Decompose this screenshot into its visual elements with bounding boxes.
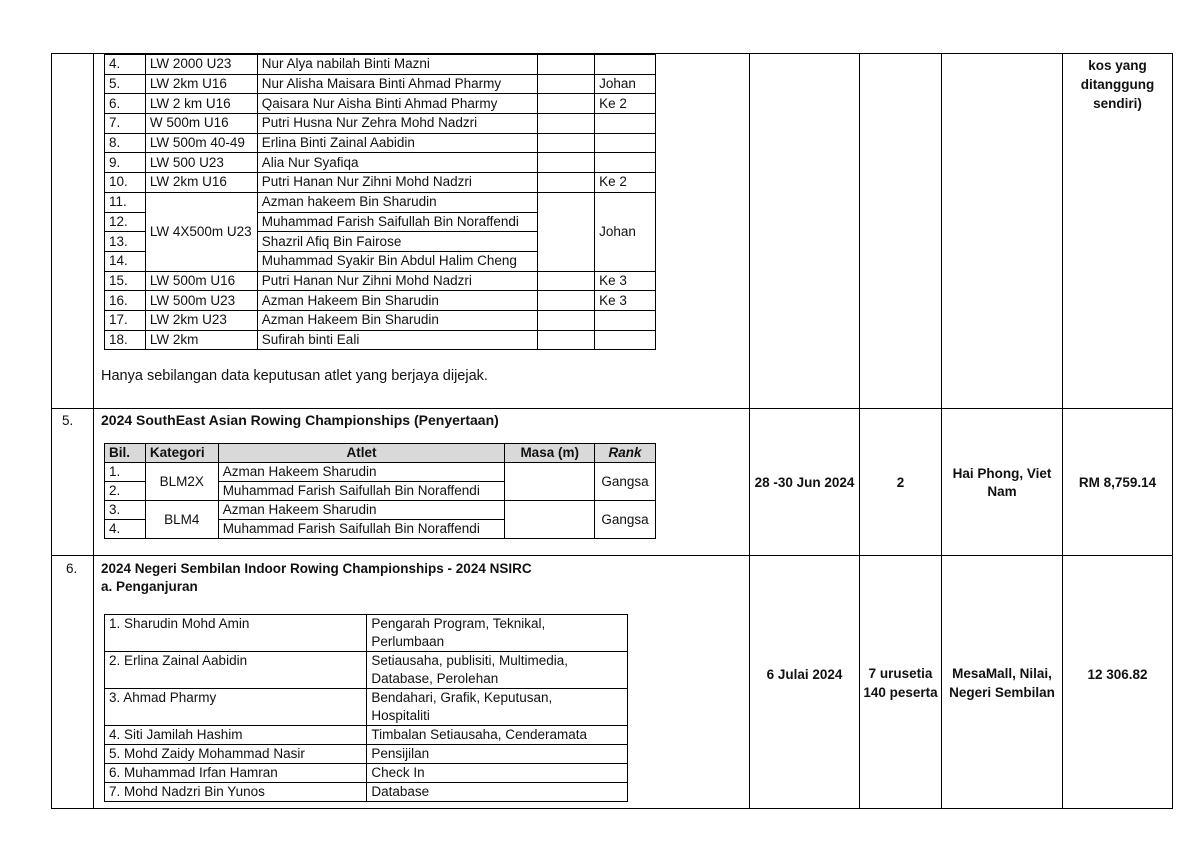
table-row — [105, 192, 656, 212]
table-row — [105, 330, 656, 350]
member-name: 5. Mohd Zaidy Mohammad Nasir — [105, 745, 367, 764]
atlet-cell: Erlina Binti Zainal Aabidin — [257, 133, 537, 153]
kategori-cell: LW 500m U23 — [145, 291, 257, 311]
sea-results-table — [104, 443, 656, 539]
table-row — [105, 291, 656, 311]
section-6-cost: 12 306.82 — [1087, 667, 1148, 682]
rank-cell: Ke 3 — [595, 271, 656, 291]
kategori-cell: LW 2 km U16 — [145, 94, 257, 114]
row-number: 4. — [105, 55, 146, 75]
rank-cell — [595, 330, 656, 350]
kategori-cell: W 500m U16 — [145, 114, 257, 134]
table-row: 1. BLM2X Azman Hakeem Sharudin Gangsa — [105, 463, 656, 482]
table-row — [105, 764, 628, 783]
results-note: Hanya sebilangan data keputusan atlet yang berjaya dijejak. — [101, 368, 488, 384]
kategori-cell: LW 500 U23 — [145, 153, 257, 173]
section-6-count: 7 urusetia 140 peserta — [863, 666, 938, 700]
table-row: 2. Muhammad Farish Saifullah Bin Noraffendi — [105, 482, 656, 501]
kategori-cell: BLM4 — [145, 501, 218, 539]
kategori-cell: LW 500m 40-49 — [145, 133, 257, 153]
atlet-cell: Muhammad Syakir Bin Abdul Halim Cheng — [257, 251, 537, 271]
member-role: Timbalan Setiausaha, Cenderamata — [367, 726, 628, 745]
member-name: 4. Siti Jamilah Hashim — [105, 726, 367, 745]
atlet-cell: Alia Nur Syafiqa — [257, 153, 537, 173]
table-row — [105, 615, 628, 652]
section-6-title: 2024 Negeri Sembilan Indoor Rowing Championships - 2024 NSIRC — [101, 561, 532, 576]
table-row — [105, 55, 656, 75]
row-number-5: 5. — [62, 413, 74, 428]
atlet-cell: Muhammad Farish Saifullah Bin Noraffendi — [257, 212, 537, 232]
rank-cell: Gangsa — [595, 463, 656, 501]
table-row — [105, 745, 628, 764]
section-5-cost: RM 8,759.14 — [1078, 475, 1157, 490]
member-role: Bendahari, Grafik, Keputusan, Hospitaliti — [367, 689, 628, 726]
rank-cell: Ke 3 — [595, 291, 656, 311]
row-number: 16. — [105, 291, 146, 311]
kategori-cell: LW 2km U16 — [145, 74, 257, 94]
section-6-location: MesaMall, Nilai, Negeri Sembilan — [949, 666, 1055, 700]
row-number: 5. — [105, 74, 146, 94]
row-number: 9. — [105, 153, 146, 173]
member-name: 7. Mohd Nadzri Bin Yunos — [105, 783, 367, 802]
member-name: 6. Muhammad Irfan Hamran — [105, 764, 367, 783]
atlet-cell: Qaisara Nur Aisha Binti Ahmad Pharmy — [257, 94, 537, 114]
row-number: 17. — [105, 310, 146, 330]
table-row — [105, 652, 628, 689]
committee-table — [104, 614, 628, 802]
table-row — [105, 783, 628, 802]
member-name: 2. Erlina Zainal Aabidin — [105, 652, 367, 689]
row-number: 13. — [105, 232, 146, 252]
table-row — [105, 689, 628, 726]
row-number: 8. — [105, 133, 146, 153]
table-row — [105, 133, 656, 153]
kategori-cell: LW 500m U16 — [145, 271, 257, 291]
section-5-title: 2024 SouthEast Asian Rowing Championships (Penyertaan) — [101, 412, 499, 428]
row-number: 7. — [105, 114, 146, 134]
table-row — [105, 173, 656, 193]
table-row — [105, 271, 656, 291]
atlet-cell: Sufirah binti Eali — [257, 330, 537, 350]
table-row — [105, 74, 656, 94]
table-row — [105, 94, 656, 114]
member-role: Check In — [367, 764, 628, 783]
member-name: 1. Sharudin Mohd Amin — [105, 615, 367, 652]
kategori-cell: LW 2km — [145, 330, 257, 350]
table-row: 4. Muhammad Farish Saifullah Bin Noraffendi — [105, 520, 656, 539]
table-row: 3. BLM4 Azman Hakeem Sharudin Gangsa — [105, 501, 656, 520]
row-number: 6. — [105, 94, 146, 114]
col-atlet: Atlet — [218, 444, 505, 463]
member-role: Pengarah Program, Teknikal, Perlumbaan — [367, 615, 628, 652]
row-number: 14. — [105, 251, 146, 271]
col-kategori: Kategori — [145, 444, 218, 463]
results-table — [104, 54, 656, 350]
section-5-location: Hai Phong, Viet Nam — [952, 466, 1052, 499]
member-name: 3. Ahmad Pharmy — [105, 689, 367, 726]
kategori-cell: BLM2X — [145, 463, 218, 501]
atlet-cell: Azman hakeem Bin Sharudin — [257, 192, 537, 212]
atlet-cell: Azman Hakeem Bin Sharudin — [257, 310, 537, 330]
rank-cell — [595, 310, 656, 330]
row-number-6: 6. — [66, 561, 78, 576]
row-number: 10. — [105, 173, 146, 193]
row-number: 12. — [105, 212, 146, 232]
table-row — [105, 153, 656, 173]
rank-cell: Gangsa — [595, 501, 656, 539]
kategori-cell: LW 2km U23 — [145, 310, 257, 330]
member-role: Database — [367, 783, 628, 802]
kategori-cell: LW 2000 U23 — [145, 55, 257, 75]
rank-cell — [595, 133, 656, 153]
table-row — [105, 114, 656, 134]
atlet-cell: Azman Hakeem Bin Sharudin — [257, 291, 537, 311]
col-masa: Masa (m) — [505, 444, 595, 463]
section-5-date: 28 -30 Jun 2024 — [754, 475, 855, 490]
rank-cell: Johan — [595, 192, 656, 271]
rank-cell — [595, 153, 656, 173]
row-number: 18. — [105, 330, 146, 350]
atlet-cell: Nur Alisha Maisara Binti Ahmad Pharmy — [257, 74, 537, 94]
col-rank: Rank — [595, 444, 656, 463]
rank-cell — [595, 114, 656, 134]
rank-cell: Johan — [595, 74, 656, 94]
table-row — [105, 726, 628, 745]
rank-cell: Ke 2 — [595, 173, 656, 193]
atlet-cell: Putri Hanan Nur Zihni Mohd Nadzri — [257, 271, 537, 291]
rank-cell: Ke 2 — [595, 94, 656, 114]
atlet-cell: Putri Husna Nur Zehra Mohd Nadzri — [257, 114, 537, 134]
kategori-cell: LW 2km U16 — [145, 173, 257, 193]
atlet-cell: Nur Alya nabilah Binti Mazni — [257, 55, 537, 75]
col-bil: Bil. — [105, 444, 146, 463]
atlet-cell: Shazril Afiq Bin Fairose — [257, 232, 537, 252]
member-role: Pensijilan — [367, 745, 628, 764]
atlet-cell: Putri Hanan Nur Zihni Mohd Nadzri — [257, 173, 537, 193]
section-6-date: 6 Julai 2024 — [766, 667, 843, 682]
member-role: Setiausaha, publisiti, Multimedia, Database, Perolehan — [367, 652, 628, 689]
table-row — [105, 310, 656, 330]
row-number: 15. — [105, 271, 146, 291]
rank-cell — [595, 55, 656, 75]
row-number: 11. — [105, 192, 146, 212]
kos-note: kos yang ditanggung sendiri) — [1080, 58, 1155, 111]
kategori-cell: LW 4X500m U23 — [145, 192, 257, 271]
section-5-count: 2 — [896, 475, 905, 490]
section-6-subtitle: a. Penganjuran — [101, 579, 198, 594]
